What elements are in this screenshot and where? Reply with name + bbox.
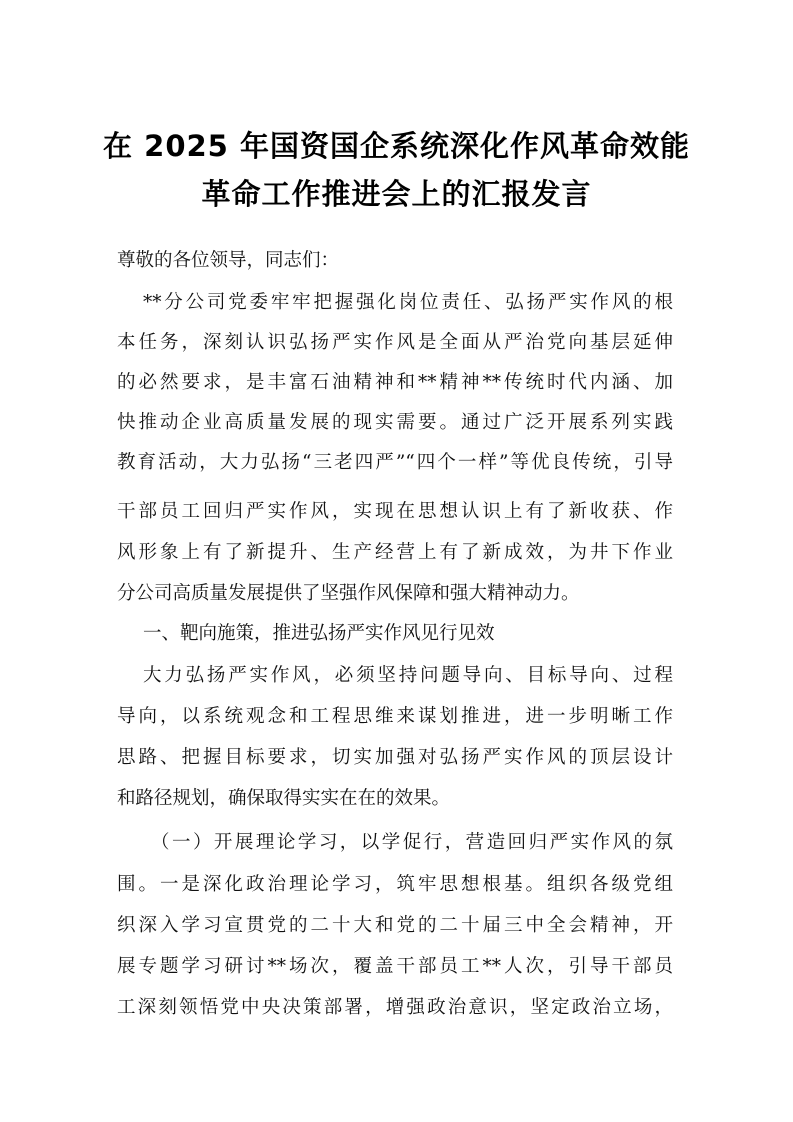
document-title-line-2: 革命工作推进会上的汇报发言 — [201, 177, 592, 211]
paragraph-line: 分公司高质量发展提供了坚强作风保障和强大精神动力。 — [117, 583, 580, 604]
paragraph-line: 导向，以系统观念和工程思维来谋划推进，进一步明晰工作 — [117, 706, 673, 727]
paragraph-line: **分公司党委牢牢把握强化岗位责任、弘扬严实作风的根 — [143, 292, 673, 313]
paragraph-line: 干部员工回归严实作风，实现在思想认识上有了新收获、作 — [117, 501, 673, 522]
paragraph-line: 教育活动，大力弘扬“三老四严”“四个一样”等优良传统，引导 — [117, 452, 673, 473]
section-heading: 一、靶向施策，推进弘扬严实作风见行见效 — [143, 623, 495, 644]
paragraph-line: 工深刻领悟党中央决策部署，增强政治意识，坚定政治立场， — [117, 997, 673, 1018]
salutation: 尊敬的各位领导，同志们： — [117, 250, 340, 271]
paragraph-line: 织深入学习宣贯党的二十大和党的二十届三中全会精神，开 — [117, 915, 673, 936]
paragraph-line: 大力弘扬严实作风，必须坚持问题导向、目标导向、过程 — [143, 665, 673, 686]
paragraph-line: 快推动企业高质量发展的现实需要。通过广泛开展系列实践 — [117, 412, 673, 433]
paragraph-line: 展专题学习研讨**场次，覆盖干部员工**人次，引导干部员 — [117, 956, 673, 977]
paragraph-line: 和路径规划，确保取得实实在在的效果。 — [117, 788, 451, 809]
paragraph-line: 风形象上有了新提升、生产经营上有了新成效，为井下作业 — [117, 542, 673, 563]
paragraph-line: 思路、把握目标要求，切实加强对弘扬严实作风的顶层设计 — [117, 747, 673, 768]
paragraph-line: 的必然要求，是丰富石油精神和**精神**传统时代内涵、加 — [117, 372, 673, 393]
document-title-line-1: 在 2025 年国资国企系统深化作风革命效能 — [103, 129, 690, 163]
paragraph-line: 围。一是深化政治理论学习，筑牢思想根基。组织各级党组 — [117, 874, 673, 895]
subsection-line: （一）开展理论学习，以学促行，营造回归严实作风的氛 — [151, 832, 673, 853]
paragraph-line: 本任务，深刻认识弘扬严实作风是全面从严治党向基层延伸 — [117, 332, 673, 353]
